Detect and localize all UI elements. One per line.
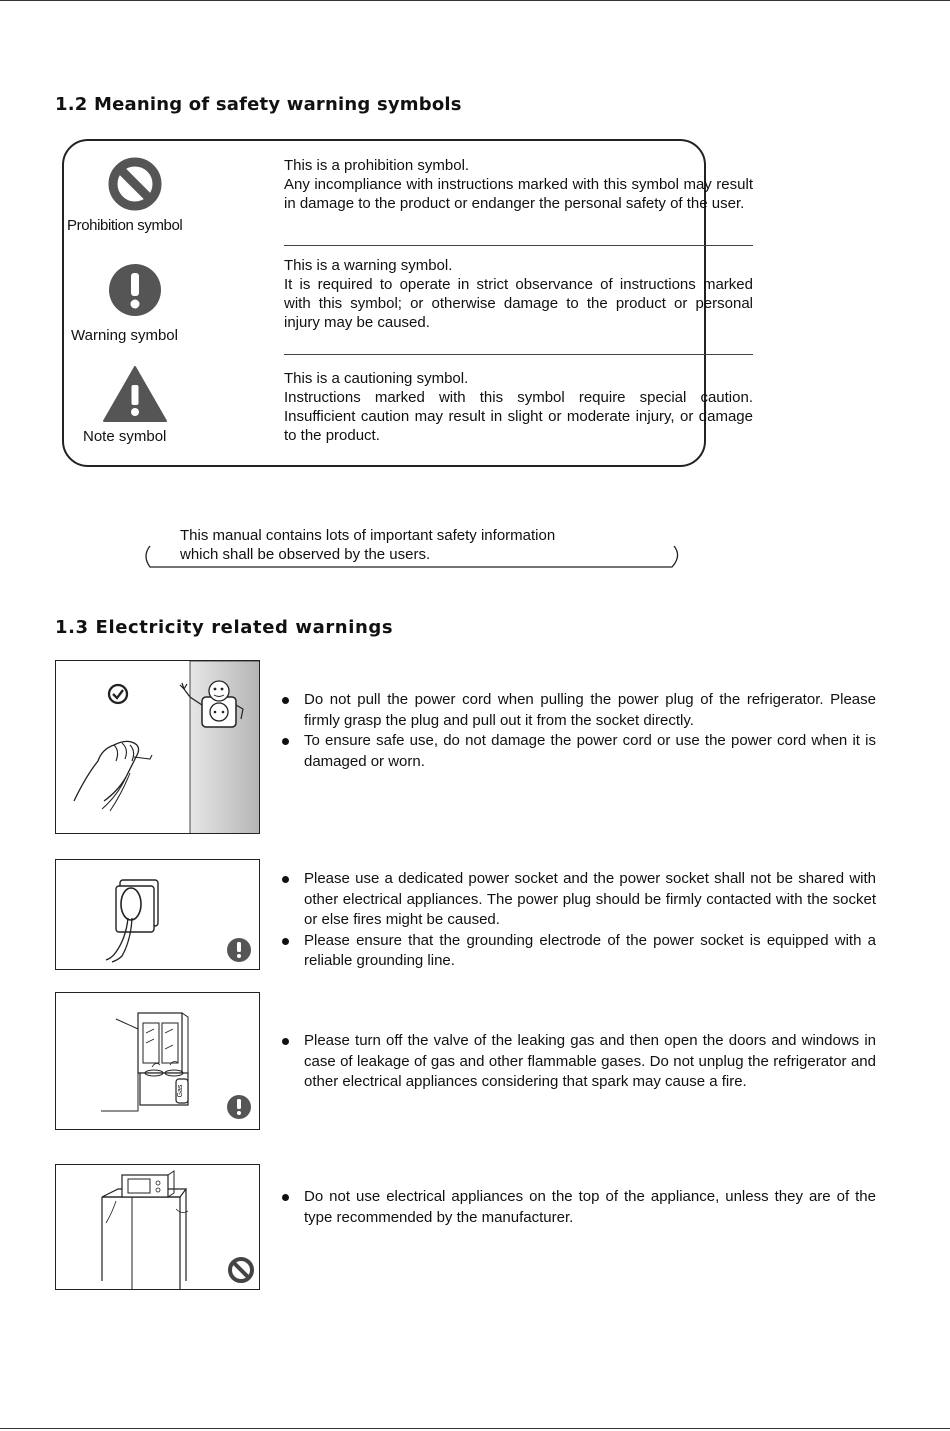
list-item: Please use a dedicated power socket and the power socket shall not be shared with other electrical appliances. The power plug should be firmly contacted with the socket or else fires might be caused. xyxy=(282,869,876,931)
list-item: Do not use electrical appliances on the top of the appliance, unless they are of the type recommended by the manufacturer. xyxy=(282,1187,876,1228)
section-1-2-heading: 1.2 Meaning of safety warning symbols xyxy=(55,94,462,115)
list-item: Please turn off the valve of the leaking gas and then open the doors and windows in case of leakage of gas and other flammable gases. Do not unplug the refrigerator and other electrical appliances considering that spark may cause a fire. xyxy=(282,1031,876,1093)
hand-pulling-plug-illustration xyxy=(55,660,260,834)
callout-text xyxy=(180,526,555,564)
callout-line-1: This manual contains lots of important safety information xyxy=(180,527,556,544)
warning-lead: This is a warning symbol. xyxy=(284,257,453,274)
caution-lead: This is a cautioning symbol. xyxy=(284,370,469,387)
bullet-list xyxy=(282,1187,876,1228)
warning-icon xyxy=(108,263,162,317)
list-item: Please ensure that the grounding electrode of the power socket is equipped with a reliable grounding line. xyxy=(282,931,876,972)
gas-cylinder-label: Gas xyxy=(177,1084,184,1098)
gas-leak-kitchen-illustration xyxy=(55,992,260,1130)
bullet-list xyxy=(282,1031,876,1093)
appliance-on-fridge-illustration xyxy=(55,1164,260,1290)
warning-symbol-label: Warning symbol xyxy=(71,327,178,344)
bullet-list xyxy=(282,690,876,772)
warning-text: It is required to operate in strict observance of instructions marked with this symbol; or otherwise damage to the product or personal injury may be caused. xyxy=(284,276,753,331)
prohibition-icon xyxy=(107,156,163,212)
wall-socket-illustration xyxy=(55,859,260,970)
prohibition-symbol-label: Prohibition symbol xyxy=(67,217,183,234)
callout-line-2: which shall be observed by the users. xyxy=(180,546,431,563)
prohibition-text: Any incompliance with instructions marked with this symbol may result in damage to the product or endanger the personal safety of the user. xyxy=(284,176,753,212)
prohibition-lead: This is a prohibition symbol. xyxy=(284,157,470,174)
symbol-separator xyxy=(284,354,753,355)
caution-triangle-icon xyxy=(102,365,168,423)
warning-description xyxy=(284,256,753,332)
safety-callout xyxy=(142,524,682,570)
prohibition-description xyxy=(284,156,753,213)
bullet-list xyxy=(282,869,876,972)
checkmark-icon xyxy=(109,685,127,703)
caution-text: Instructions marked with this symbol require special caution. Insufficient caution may result in slight or moderate injury, or damage to the product. xyxy=(284,389,753,444)
list-item: Do not pull the power cord when pulling the power plug of the refrigerator. Please firmly grasp the plug and pull out it from the socket directly. xyxy=(282,690,876,731)
note-symbol-label: Note symbol xyxy=(83,428,167,445)
list-item: To ensure safe use, do not damage the power cord or use the power cord when it is damaged or worn. xyxy=(282,731,876,772)
caution-description xyxy=(284,369,753,445)
page-bottom-rule xyxy=(0,1428,950,1429)
page-top-rule xyxy=(0,0,950,1)
safety-symbols-box xyxy=(62,139,753,467)
section-1-3-heading: 1.3 Electricity related warnings xyxy=(55,617,394,638)
symbol-separator xyxy=(284,245,753,246)
